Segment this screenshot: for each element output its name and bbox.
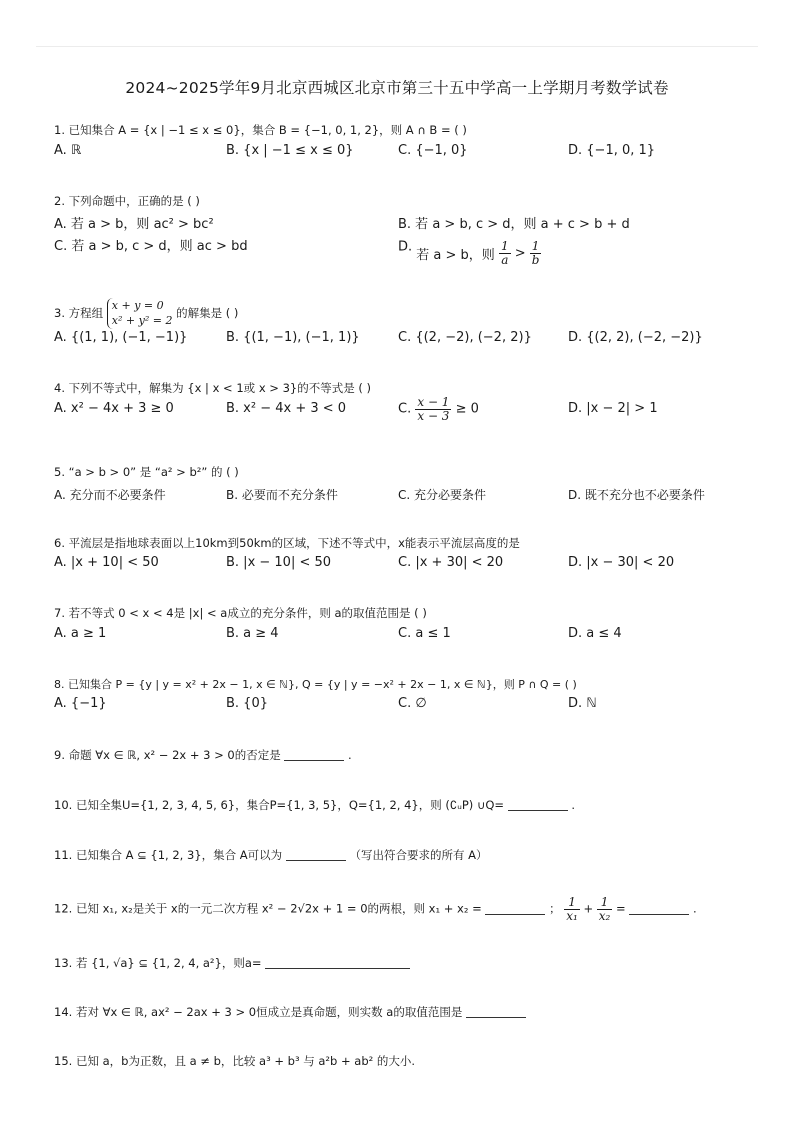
question-3-equation-system: [107, 298, 173, 329]
question-7-option-b: B. a ≥ 4: [226, 626, 279, 641]
question-12-frac-1: [564, 896, 580, 922]
question-8-option-b: B. {0}: [226, 696, 268, 711]
question-6-option-a: A. |x + 10| < 50: [54, 555, 159, 570]
question-3-stem-prefix: 3. 方程组: [54, 305, 104, 320]
question-3-option-a: A. {(1, 1), (−1, −1)}: [54, 330, 188, 345]
question-10: [54, 797, 575, 813]
question-9-stem: 9. 命题 ∀x ∈ ℝ, x² − 2x + 3 > 0的否定是: [54, 748, 281, 762]
question-4-option-c: [398, 396, 479, 422]
answer-blank: [485, 902, 545, 915]
question-14-stem: 14. 若对 ∀x ∈ ℝ, ax² − 2ax + 3 > 0恒成立是真命题，则实数 a的取值范围是: [54, 1005, 463, 1019]
answer-blank: [629, 902, 689, 915]
question-15-stem: 15. 已知 a，b为正数，且 a ≠ b，比较 a³ + b³ 与 a²b + ab² 的大小.: [54, 1054, 416, 1068]
question-13-stem: 13. 若 {1, √a} ⊆ {1, 2, 4, a²}，则a=: [54, 956, 262, 970]
question-10-end: .: [571, 798, 576, 812]
question-1-option-c: C. {−1, 0}: [398, 143, 468, 158]
question-4-stem: 4. 下列不等式中，解集为 {x | x < 1或 x > 3}的不等式是 ( ): [54, 381, 371, 395]
question-3-equation-2: x² + y² = 2: [111, 314, 173, 328]
question-11: [54, 847, 487, 863]
question-12-stem: 12. 已知 x₁, x₂是关于 x的一元二次方程 x² − 2√2x + 1 = 0的两根，则 x₁ + x₂ =: [54, 901, 482, 916]
frac-denominator: x₂: [598, 908, 611, 923]
question-7-option-c: C. a ≤ 1: [398, 626, 451, 641]
question-2-option-a: A. 若 a > b，则 ac² > bc²: [54, 217, 214, 232]
question-2-frac-1a: [499, 240, 511, 266]
question-6-option-c: C. |x + 30| < 20: [398, 555, 504, 570]
question-7-option-d: D. a ≤ 4: [568, 626, 622, 641]
question-9: [54, 747, 352, 763]
frac-numerator: 1: [597, 896, 613, 910]
question-13: [54, 955, 410, 971]
frac-numerator: x − 1: [417, 395, 450, 409]
question-2-option-b: B. 若 a > b, c > d，则 a + c > b + d: [398, 217, 630, 232]
question-11-stem: 11. 已知集合 A ⊆ {1, 2, 3}，集合 A可以为: [54, 848, 283, 862]
question-14: [54, 1004, 526, 1020]
question-3-option-b: B. {(1, −1), (−1, 1)}: [226, 330, 360, 345]
question-1-option-d: D. {−1, 0, 1}: [568, 143, 656, 158]
question-5-option-d: D. 既不充分也不必要条件: [568, 488, 705, 502]
question-2-option-d-relation: >: [514, 245, 526, 261]
question-8-stem: 8. 已知集合 P = {y | y = x² + 2x − 1, x ∈ ℕ}, Q = {y | y = −x² + 2x − 1, x ∈ ℕ}，则 P ∩ Q = ( ): [54, 678, 577, 691]
question-3-option-d: D. {(2, 2), (−2, −2)}: [568, 330, 703, 345]
question-5-stem: 5. “a > b > 0” 是 “a² > b²” 的 ( ): [54, 465, 239, 479]
question-12-separator: ；: [549, 901, 561, 916]
question-12: [54, 896, 697, 922]
question-10-stem: 10. 已知全集U={1, 2, 3, 4, 5, 6}，集合P={1, 3, 5}，Q={1, 2, 4}，则 (∁ᵤP) ∪Q=: [54, 798, 505, 812]
header-rule: [36, 46, 758, 47]
frac-numerator: 1: [564, 896, 580, 910]
question-5-option-a: A. 充分而不必要条件: [54, 488, 166, 502]
question-9-end: .: [348, 748, 352, 762]
frac-numerator: 1: [530, 240, 542, 254]
question-11-note: （写出符合要求的所有 A）: [349, 848, 488, 862]
question-15: [54, 1053, 415, 1069]
frac-numerator: 1: [500, 239, 509, 253]
frac-denominator: b: [531, 252, 540, 267]
question-2-option-d-text: 若 a > b，则: [416, 247, 495, 263]
question-4-option-b: B. x² − 4x + 3 < 0: [226, 401, 347, 416]
question-8-option-c: C. ∅: [398, 696, 427, 711]
answer-blank: [466, 1005, 526, 1018]
question-5-option-c: C. 充分必要条件: [398, 488, 487, 502]
question-5-option-b: B. 必要而不充分条件: [226, 488, 338, 502]
answer-blank: [508, 798, 568, 811]
question-7-stem: 7. 若不等式 0 < x < 4是 |x| < a成立的充分条件，则 a的取值范围是 ( ): [54, 606, 427, 620]
question-2-stem: 2. 下列命题中，正确的是 ( ): [54, 194, 200, 208]
frac-denominator: a: [501, 252, 509, 267]
answer-blank: [286, 848, 346, 861]
question-2-option-d-label: D.: [398, 239, 413, 255]
page-title: 2024~2025学年9月北京西城区北京市第三十五中学高一上学期月考数学试卷: [125, 79, 669, 97]
question-8-option-a: A. {−1}: [54, 696, 107, 711]
question-12-end: .: [692, 901, 697, 916]
question-4-option-d: D. |x − 2| > 1: [568, 401, 658, 416]
question-4-option-c-label: C.: [398, 401, 412, 417]
question-7-option-a: A. a ≥ 1: [54, 626, 107, 641]
question-3-stem: [54, 298, 238, 329]
frac-denominator: x₁: [566, 908, 578, 923]
question-8-option-d: D. ℕ: [568, 696, 597, 711]
answer-blank: [284, 748, 344, 761]
question-6-option-d: D. |x − 30| < 20: [568, 555, 675, 570]
question-12-equals: =: [615, 901, 626, 916]
question-3-equation-1: x + y = 0: [111, 299, 164, 312]
question-12-plus: +: [583, 901, 594, 916]
question-2-option-d: [398, 234, 541, 267]
question-3-stem-suffix: 的解集是 ( ): [176, 305, 239, 320]
question-12-frac-2: [597, 896, 613, 922]
question-2-option-c: C. 若 a > b, c > d，则 ac > bd: [54, 239, 248, 254]
question-4-fraction: [415, 396, 451, 422]
question-1-option-b: B. {x | −1 ≤ x ≤ 0}: [226, 143, 354, 158]
answer-blank: [265, 956, 410, 969]
question-4-option-a: A. x² − 4x + 3 ≥ 0: [54, 401, 174, 416]
question-1-option-a: A. ℝ: [54, 143, 82, 158]
question-6-stem: 6. 平流层是指地球表面以上10km到50km的区域，下述不等式中，x能表示平流层高度的是: [54, 536, 520, 550]
frac-denominator: x − 3: [417, 408, 450, 423]
question-1-stem: 1. 已知集合 A = {x | −1 ≤ x ≤ 0}，集合 B = {−1, 0, 1, 2}，则 A ∩ B = ( ): [54, 123, 467, 137]
question-4-option-c-relation: ≥ 0: [455, 401, 479, 417]
question-2-frac-1b: [530, 240, 542, 266]
question-3-option-c: C. {(2, −2), (−2, 2)}: [398, 330, 532, 345]
question-6-option-b: B. |x − 10| < 50: [226, 555, 332, 570]
